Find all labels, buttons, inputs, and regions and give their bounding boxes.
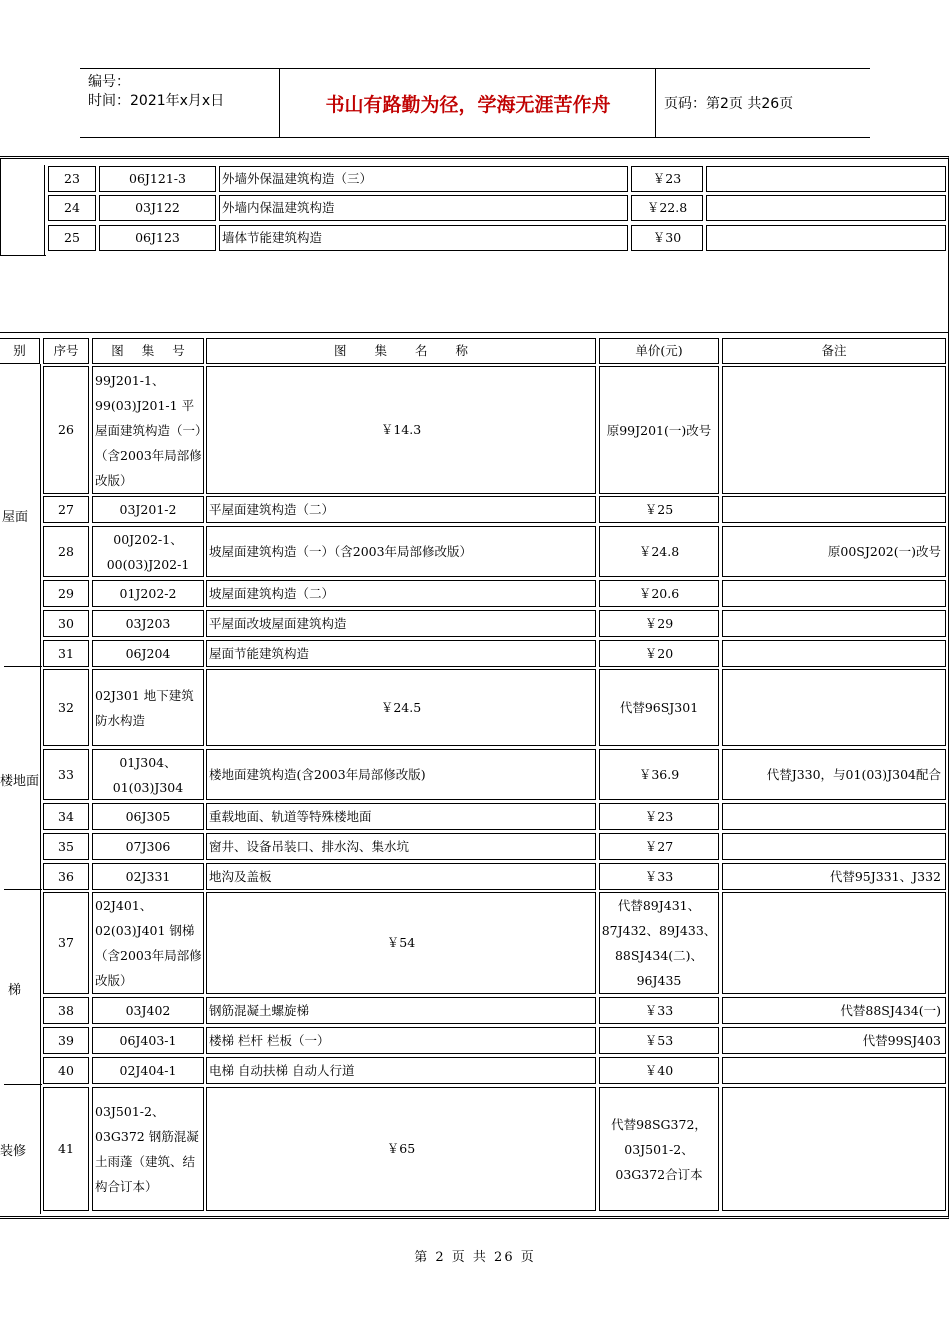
row-note: 代替J330，与01(03)J304配合 [722,749,946,800]
top-row-no: 23 [48,166,96,192]
category-floor: 楼地面 [0,773,40,789]
row-no: 37 [43,892,89,994]
row-no: 41 [43,1087,89,1211]
page-footer: 第 2 页 共 26 页 [414,1250,536,1265]
row-note [722,640,946,667]
row-no: 39 [43,1027,89,1054]
top-row-name: 外墙外保温建筑构造（三） [219,166,628,192]
row-name: 楼地面建筑构造(含2003年局部修改版) [206,749,596,800]
row-code: 01J304、01(03)J304 [92,749,204,800]
top-category-divider [44,165,45,255]
row-note: 原00SJ202(一)改号 [722,526,946,577]
row-no: 31 [43,640,89,667]
row-no: 35 [43,833,89,860]
row-note [722,496,946,523]
row-code: 03J402 [92,997,204,1024]
row-note: 代替89J431、87J432、89J433、88SJ434(二)、96J435 [599,892,719,994]
row-remark [722,892,946,994]
top-row-price: ￥30 [631,225,703,251]
category-divider-1 [4,666,42,667]
header-meta [80,69,280,137]
col-header-category: 别 [0,338,40,364]
top-row-name: 外墙内保温建筑构造 [219,195,628,221]
header-motto: 书山有路勤为径，学海无涯苦作舟 [281,69,656,137]
row-no: 28 [43,526,89,577]
row-price: ￥40 [599,1057,719,1084]
row-remark [722,669,946,746]
row-code: 03J501-2、03G372 钢筋混凝土雨蓬（建筑、结构合订本） [92,1087,204,1211]
row-note: 代替88SJ434(一) [722,997,946,1024]
row-note [722,1057,946,1084]
row-price: ￥24.8 [599,526,719,577]
row-price: ￥65 [206,1087,596,1211]
row-code: 02J301 地下建筑防水构造 [92,669,204,746]
row-no: 32 [43,669,89,746]
top-row-no: 24 [48,195,96,221]
row-name: 屋面节能建筑构造 [206,640,596,667]
row-price: ￥27 [599,833,719,860]
row-remark [722,366,946,494]
row-name: 地沟及盖板 [206,863,596,890]
row-name: 坡屋面建筑构造（二） [206,580,596,607]
row-name: 重载地面、轨道等特殊楼地面 [206,803,596,830]
row-code: 00J202-1、00(03)J202-1 [92,526,204,577]
row-code: 06J305 [92,803,204,830]
row-code: 03J201-2 [92,496,204,523]
row-code: 06J204 [92,640,204,667]
col-header-name: 图 集 名 称 [206,338,596,364]
top-row-code: 06J123 [99,225,216,251]
row-no: 33 [43,749,89,800]
row-note [722,803,946,830]
row-name: 电梯 自动扶梯 自动人行道 [206,1057,596,1084]
row-price: ￥23 [599,803,719,830]
category-right-border [40,364,41,1214]
row-code: 02J331 [92,863,204,890]
row-price: ￥20 [599,640,719,667]
top-row-name: 墙体节能建筑构造 [219,225,628,251]
top-row-code: 06J121-3 [99,166,216,192]
top-row-price: ￥23 [631,166,703,192]
top-row-no: 25 [48,225,96,251]
row-name: 楼梯 栏杆 栏板（一） [206,1027,596,1054]
row-note [722,833,946,860]
band-divider [0,332,949,333]
row-no: 29 [43,580,89,607]
top-row-note [706,195,946,221]
row-code: 01J202-2 [92,580,204,607]
row-note: 代替96SJ301 [599,669,719,746]
category-decor: 装修 [0,1143,27,1159]
row-no: 34 [43,803,89,830]
row-note: 原99J201(一)改号 [599,366,719,494]
header-number: 编号： [88,74,130,90]
row-price: ￥54 [206,892,596,994]
row-no: 30 [43,610,89,637]
top-left-border [0,159,1,255]
category-stair: 梯 [8,982,22,998]
row-code: 99J201-1、99(03)J201-1 平屋面建筑构造（一）（含2003年局部修改版） [92,366,204,494]
row-price: ￥25 [599,496,719,523]
row-name: 平屋面改坡屋面建筑构造 [206,610,596,637]
row-name: 窗井、设备吊装口、排水沟、集水坑 [206,833,596,860]
row-code: 07J306 [92,833,204,860]
top-row-code: 03J122 [99,195,216,221]
col-header-price: 单价(元) [599,338,719,364]
top-row-price: ￥22.8 [631,195,703,221]
col-header-code: 图 集 号 [92,338,204,364]
row-price: ￥33 [599,863,719,890]
row-no: 36 [43,863,89,890]
row-remark [722,1087,946,1211]
row-price: ￥33 [599,997,719,1024]
row-note [722,610,946,637]
top-row-note [706,225,946,251]
header-page-number: 页码：第2页 共26页 [664,96,794,112]
row-no: 26 [43,366,89,494]
row-code: 02J404-1 [92,1057,204,1084]
top-row-note [706,166,946,192]
page-header [80,68,870,138]
row-no: 40 [43,1057,89,1084]
col-header-note: 备注 [722,338,946,364]
header-time: 时间：2021年x月x日 [88,93,225,109]
col-header-no: 序号 [43,338,89,364]
row-name: 钢筋混凝土螺旋梯 [206,997,596,1024]
row-price: ￥20.6 [599,580,719,607]
row-code: 02J401、02(03)J401 钢梯（含2003年局部修改版） [92,892,204,994]
category-divider-3 [4,1084,42,1085]
row-price: ￥29 [599,610,719,637]
row-name: 平屋面建筑构造（二） [206,496,596,523]
row-note: 代替98SG372，03J501-2、03G372合订本 [599,1087,719,1211]
category-roof: 屋面 [2,509,29,525]
row-note: 代替95J331、J332 [722,863,946,890]
row-price: ￥53 [599,1027,719,1054]
row-price: ￥36.9 [599,749,719,800]
row-note: 代替99SJ403 [722,1027,946,1054]
row-name: 坡屋面建筑构造（一）（含2003年局部修改版） [206,526,596,577]
category-divider-2 [4,889,42,890]
row-code: 03J203 [92,610,204,637]
row-no: 38 [43,997,89,1024]
row-code: 06J403-1 [92,1027,204,1054]
row-note [722,580,946,607]
row-price: ￥24.5 [206,669,596,746]
row-price: ￥14.3 [206,366,596,494]
row-no: 27 [43,496,89,523]
top-category-bottom [0,255,46,256]
